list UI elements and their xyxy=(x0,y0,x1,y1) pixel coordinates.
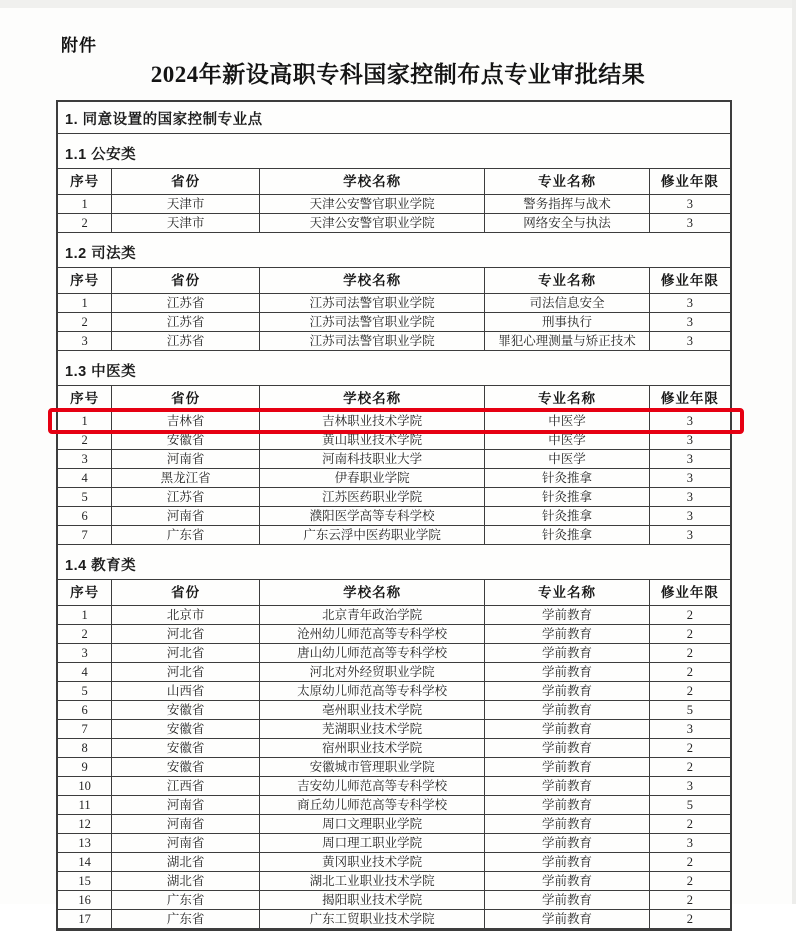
cell: 安徽城市管理职业学院 xyxy=(260,758,485,777)
cell: 天津市 xyxy=(112,214,260,233)
cell: 学前教育 xyxy=(485,853,650,872)
section-table-wrap-2 xyxy=(58,268,730,351)
column-header-3: 专业名称 xyxy=(485,268,650,294)
cell: 江苏省 xyxy=(112,488,260,507)
cell: 4 xyxy=(58,663,112,682)
section-table-wrap-1 xyxy=(58,169,730,233)
column-header-0: 序号 xyxy=(58,386,112,412)
cell: 黄山职业技术学院 xyxy=(260,431,485,450)
cell: 7 xyxy=(58,720,112,739)
cell: 河南省 xyxy=(112,507,260,526)
table-row xyxy=(58,526,730,545)
cell: 河南省 xyxy=(112,815,260,834)
cell: 宿州职业技术学院 xyxy=(260,739,485,758)
table-row xyxy=(58,777,730,796)
header-row xyxy=(58,386,730,412)
cell: 3 xyxy=(649,332,730,351)
cell: 河北省 xyxy=(112,644,260,663)
table-row xyxy=(58,682,730,701)
cell: 网络安全与执法 xyxy=(485,214,650,233)
cell: 湖北工业职业技术学院 xyxy=(260,872,485,891)
cell: 3 xyxy=(649,469,730,488)
cell: 2 xyxy=(58,625,112,644)
cell: 中医学 xyxy=(485,412,650,431)
cell: 2 xyxy=(649,625,730,644)
column-header-4: 修业年限 xyxy=(649,268,730,294)
cell: 学前教育 xyxy=(485,663,650,682)
cell: 2 xyxy=(649,853,730,872)
cell: 2 xyxy=(649,891,730,910)
cell: 2 xyxy=(649,815,730,834)
cell: 学前教育 xyxy=(485,872,650,891)
cell: 江苏省 xyxy=(112,332,260,351)
cell: 广东工贸职业技术学院 xyxy=(260,910,485,929)
cell: 3 xyxy=(649,834,730,853)
page-title: 2024年新设高职专科国家控制布点专业审批结果 xyxy=(150,62,646,87)
table-row xyxy=(58,872,730,891)
cell: 学前教育 xyxy=(485,606,650,625)
cell: 吉林职业技术学院 xyxy=(260,412,485,431)
cell: 广东省 xyxy=(112,526,260,545)
table-row xyxy=(58,739,730,758)
cell: 2 xyxy=(649,644,730,663)
cell: 学前教育 xyxy=(485,758,650,777)
table-row xyxy=(58,195,730,214)
table-row xyxy=(58,507,730,526)
cell: 揭阳职业技术学院 xyxy=(260,891,485,910)
cell: 5 xyxy=(58,488,112,507)
cell: 安徽省 xyxy=(112,739,260,758)
cell: 3 xyxy=(649,431,730,450)
cell: 3 xyxy=(649,214,730,233)
cell: 黄冈职业技术学院 xyxy=(260,853,485,872)
cell: 河北对外经贸职业学院 xyxy=(260,663,485,682)
table-row xyxy=(58,758,730,777)
cell: 学前教育 xyxy=(485,739,650,758)
table-row xyxy=(58,796,730,815)
cell: 江苏省 xyxy=(112,294,260,313)
column-header-3: 专业名称 xyxy=(485,169,650,195)
cell: 16 xyxy=(58,891,112,910)
cell: 3 xyxy=(649,507,730,526)
cell: 学前教育 xyxy=(485,910,650,929)
cell: 天津公安警官职业学院 xyxy=(260,214,485,233)
cell: 江苏医药职业学院 xyxy=(260,488,485,507)
cell: 2 xyxy=(58,313,112,332)
cell: 罪犯心理测量与矫正技术 xyxy=(485,332,650,351)
cell: 亳州职业技术学院 xyxy=(260,701,485,720)
cell: 周口理工职业学院 xyxy=(260,834,485,853)
column-header-2: 学校名称 xyxy=(260,268,485,294)
cell: 天津公安警官职业学院 xyxy=(260,195,485,214)
column-header-1: 省份 xyxy=(112,169,260,195)
column-header-2: 学校名称 xyxy=(260,169,485,195)
cell: 13 xyxy=(58,834,112,853)
column-header-4: 修业年限 xyxy=(649,386,730,412)
cell: 3 xyxy=(649,294,730,313)
cell: 11 xyxy=(58,796,112,815)
cell: 针灸推拿 xyxy=(485,526,650,545)
column-header-0: 序号 xyxy=(58,268,112,294)
cell: 针灸推拿 xyxy=(485,469,650,488)
cell: 商丘幼儿师范高等专科学校 xyxy=(260,796,485,815)
cell: 天津市 xyxy=(112,195,260,214)
cell: 15 xyxy=(58,872,112,891)
cell: 江苏司法警官职业学院 xyxy=(260,313,485,332)
cell: 司法信息安全 xyxy=(485,294,650,313)
cell: 针灸推拿 xyxy=(485,507,650,526)
cell: 2 xyxy=(58,214,112,233)
table-row xyxy=(58,469,730,488)
cell: 广东云浮中医药职业学院 xyxy=(260,526,485,545)
cell: 芜湖职业技术学院 xyxy=(260,720,485,739)
table-row xyxy=(58,663,730,682)
cell: 安徽省 xyxy=(112,758,260,777)
cell: 河南省 xyxy=(112,450,260,469)
section-table-1 xyxy=(58,169,730,233)
cell: 3 xyxy=(649,313,730,332)
cell: 学前教育 xyxy=(485,720,650,739)
cell: 周口文理职业学院 xyxy=(260,815,485,834)
scan-artifact-right xyxy=(792,0,796,904)
table-row xyxy=(58,431,730,450)
table-row xyxy=(58,313,730,332)
table-row xyxy=(58,214,730,233)
cell: 2 xyxy=(649,739,730,758)
cell: 针灸推拿 xyxy=(485,488,650,507)
header-row xyxy=(58,580,730,606)
cell: 3 xyxy=(649,777,730,796)
cell: 5 xyxy=(58,682,112,701)
cell: 广东省 xyxy=(112,910,260,929)
cell: 吉安幼儿师范高等专科学校 xyxy=(260,777,485,796)
cell: 北京市 xyxy=(112,606,260,625)
table-row xyxy=(58,891,730,910)
column-header-1: 省份 xyxy=(112,268,260,294)
section-heading-1: 1.1 公安类 xyxy=(58,134,730,169)
table-row xyxy=(58,625,730,644)
header-row xyxy=(58,268,730,294)
cell: 江苏司法警官职业学院 xyxy=(260,294,485,313)
cell: 学前教育 xyxy=(485,644,650,663)
table-row xyxy=(58,834,730,853)
column-header-2: 学校名称 xyxy=(260,580,485,606)
cell: 1 xyxy=(58,294,112,313)
cell: 3 xyxy=(649,195,730,214)
cell: 安徽省 xyxy=(112,720,260,739)
cell: 安徽省 xyxy=(112,701,260,720)
cell: 学前教育 xyxy=(485,625,650,644)
section-1-heading: 1. 同意设置的国家控制专业点 xyxy=(58,102,730,134)
cell: 6 xyxy=(58,507,112,526)
table-row xyxy=(58,910,730,929)
column-header-2: 学校名称 xyxy=(260,386,485,412)
cell: 1 xyxy=(58,412,112,431)
cell: 濮阳医学高等专科学校 xyxy=(260,507,485,526)
cell: 河南省 xyxy=(112,796,260,815)
section-table-wrap-4 xyxy=(58,580,730,929)
cell: 沧州幼儿师范高等专科学校 xyxy=(260,625,485,644)
column-header-0: 序号 xyxy=(58,580,112,606)
cell: 3 xyxy=(649,412,730,431)
cell: 河南省 xyxy=(112,834,260,853)
cell: 学前教育 xyxy=(485,701,650,720)
column-header-1: 省份 xyxy=(112,580,260,606)
cell: 4 xyxy=(58,469,112,488)
cell: 伊春职业学院 xyxy=(260,469,485,488)
table-row xyxy=(58,294,730,313)
cell: 湖北省 xyxy=(112,872,260,891)
table-row xyxy=(58,412,730,431)
table-row xyxy=(58,450,730,469)
cell: 2 xyxy=(649,758,730,777)
scan-artifact-top xyxy=(0,0,796,8)
header-row xyxy=(58,169,730,195)
section-table-wrap-3 xyxy=(58,386,730,545)
cell: 5 xyxy=(649,701,730,720)
cell: 2 xyxy=(649,910,730,929)
cell: 吉林省 xyxy=(112,412,260,431)
cell: 2 xyxy=(649,663,730,682)
cell: 14 xyxy=(58,853,112,872)
cell: 河南科技职业大学 xyxy=(260,450,485,469)
cell: 中医学 xyxy=(485,450,650,469)
cell: 5 xyxy=(649,796,730,815)
cell: 9 xyxy=(58,758,112,777)
section-table-4 xyxy=(58,580,730,929)
cell: 3 xyxy=(58,332,112,351)
cell: 学前教育 xyxy=(485,682,650,701)
cell: 学前教育 xyxy=(485,815,650,834)
table-row xyxy=(58,720,730,739)
section-table-3 xyxy=(58,386,730,545)
column-header-3: 专业名称 xyxy=(485,386,650,412)
table-row xyxy=(58,332,730,351)
cell: 学前教育 xyxy=(485,834,650,853)
cell: 7 xyxy=(58,526,112,545)
cell: 2 xyxy=(649,606,730,625)
table-row xyxy=(58,701,730,720)
column-header-0: 序号 xyxy=(58,169,112,195)
cell: 山西省 xyxy=(112,682,260,701)
cell: 河北省 xyxy=(112,663,260,682)
cell: 17 xyxy=(58,910,112,929)
cell: 安徽省 xyxy=(112,431,260,450)
cell: 1 xyxy=(58,606,112,625)
cell: 河北省 xyxy=(112,625,260,644)
section-heading-4: 1.4 教育类 xyxy=(58,545,730,580)
cell: 6 xyxy=(58,701,112,720)
cell: 江苏司法警官职业学院 xyxy=(260,332,485,351)
approval-results-table xyxy=(56,100,732,931)
cell: 学前教育 xyxy=(485,796,650,815)
cell: 学前教育 xyxy=(485,777,650,796)
table-row xyxy=(58,644,730,663)
cell: 北京青年政治学院 xyxy=(260,606,485,625)
cell: 刑事执行 xyxy=(485,313,650,332)
cell: 3 xyxy=(649,526,730,545)
cell: 2 xyxy=(649,872,730,891)
column-header-4: 修业年限 xyxy=(649,580,730,606)
attachment-label: 附件 xyxy=(61,36,97,55)
cell: 2 xyxy=(649,682,730,701)
cell: 江西省 xyxy=(112,777,260,796)
cell: 3 xyxy=(58,450,112,469)
table-row xyxy=(58,853,730,872)
table-row xyxy=(58,815,730,834)
cell: 1 xyxy=(58,195,112,214)
cell: 3 xyxy=(649,720,730,739)
cell: 3 xyxy=(649,450,730,469)
column-header-3: 专业名称 xyxy=(485,580,650,606)
cell: 8 xyxy=(58,739,112,758)
section-heading-2: 1.2 司法类 xyxy=(58,233,730,268)
cell: 2 xyxy=(58,431,112,450)
cell: 中医学 xyxy=(485,431,650,450)
cell: 湖北省 xyxy=(112,853,260,872)
cell: 3 xyxy=(649,488,730,507)
column-header-4: 修业年限 xyxy=(649,169,730,195)
cell: 学前教育 xyxy=(485,891,650,910)
cell: 广东省 xyxy=(112,891,260,910)
column-header-1: 省份 xyxy=(112,386,260,412)
table-row xyxy=(58,488,730,507)
cell: 唐山幼儿师范高等专科学校 xyxy=(260,644,485,663)
cell: 江苏省 xyxy=(112,313,260,332)
cell: 12 xyxy=(58,815,112,834)
table-row xyxy=(58,606,730,625)
section-table-2 xyxy=(58,268,730,351)
cell: 警务指挥与战术 xyxy=(485,195,650,214)
cell: 3 xyxy=(58,644,112,663)
cell: 黑龙江省 xyxy=(112,469,260,488)
section-heading-3: 1.3 中医类 xyxy=(58,351,730,386)
cell: 太原幼儿师范高等专科学校 xyxy=(260,682,485,701)
cell: 10 xyxy=(58,777,112,796)
